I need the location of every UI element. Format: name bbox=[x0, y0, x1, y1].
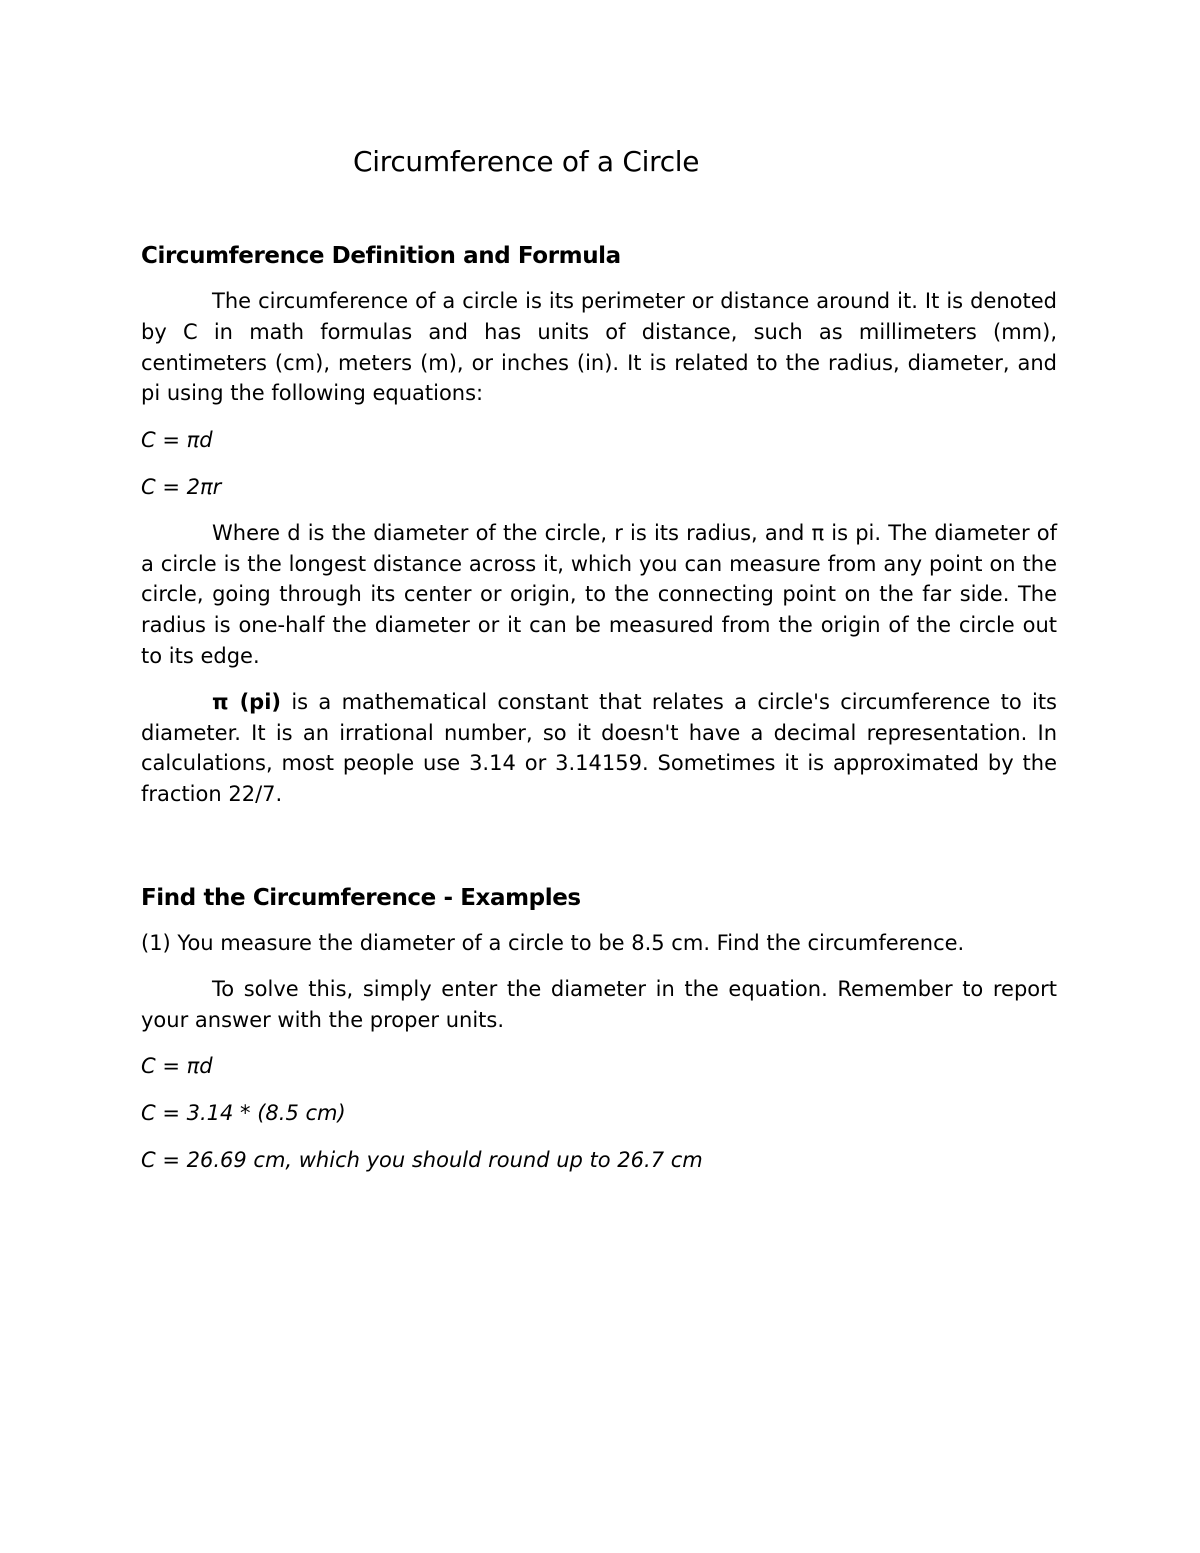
equation-radius: C = 2πr bbox=[141, 474, 222, 499]
pi-paragraph bbox=[141, 687, 1057, 810]
page-title: Circumference of a Circle bbox=[353, 145, 700, 178]
pi-description: is a mathematical constant that relates a circle's circumference to its diameter. It is an irrational number, so it doesn't have a decimal representation. In calculations, most people use 3.14 or 3.14159. Sometimes it is approximated by the fraction 22/7. bbox=[141, 689, 1057, 807]
definition-paragraph: The circumference of a circle is its perimeter or distance around it. It is denoted by C in math formulas and has units of distance, such as millimeters (mm), centimeters (cm), meters (m), or inches (in). It is related to the radius, diameter, and pi using the following equations: bbox=[141, 289, 1057, 406]
explanation-paragraph: Where d is the diameter of the circle, r is its radius, and π is pi. The diameter of a circle is the longest distance across it, which you can measure from any point on the circle, going through its center or origin, to the connecting point on the far side. The radius is one-half the diameter or it can be measured from the origin of the circle out to its edge. bbox=[141, 520, 1057, 668]
example-step-result: C = 26.69 cm, which you should round up to 26.7 cm bbox=[141, 1147, 703, 1172]
example-step-substitution: C = 3.14 * (8.5 cm) bbox=[141, 1101, 346, 1126]
document-content bbox=[141, 142, 1057, 1176]
equation-diameter: C = πd bbox=[141, 428, 213, 453]
pi-term: π (pi) bbox=[212, 689, 281, 714]
example-step-formula: C = πd bbox=[141, 1054, 213, 1079]
section-heading-examples: Find the Circumference - Examples bbox=[141, 884, 581, 911]
example-problem: (1) You measure the diameter of a circle to be 8.5 cm. Find the circumference. bbox=[141, 930, 965, 955]
example-instruction: To solve this, simply enter the diameter in the equation. Remember to report your answer with the proper units. bbox=[141, 976, 1057, 1032]
section-heading-definition: Circumference Definition and Formula bbox=[141, 243, 621, 269]
